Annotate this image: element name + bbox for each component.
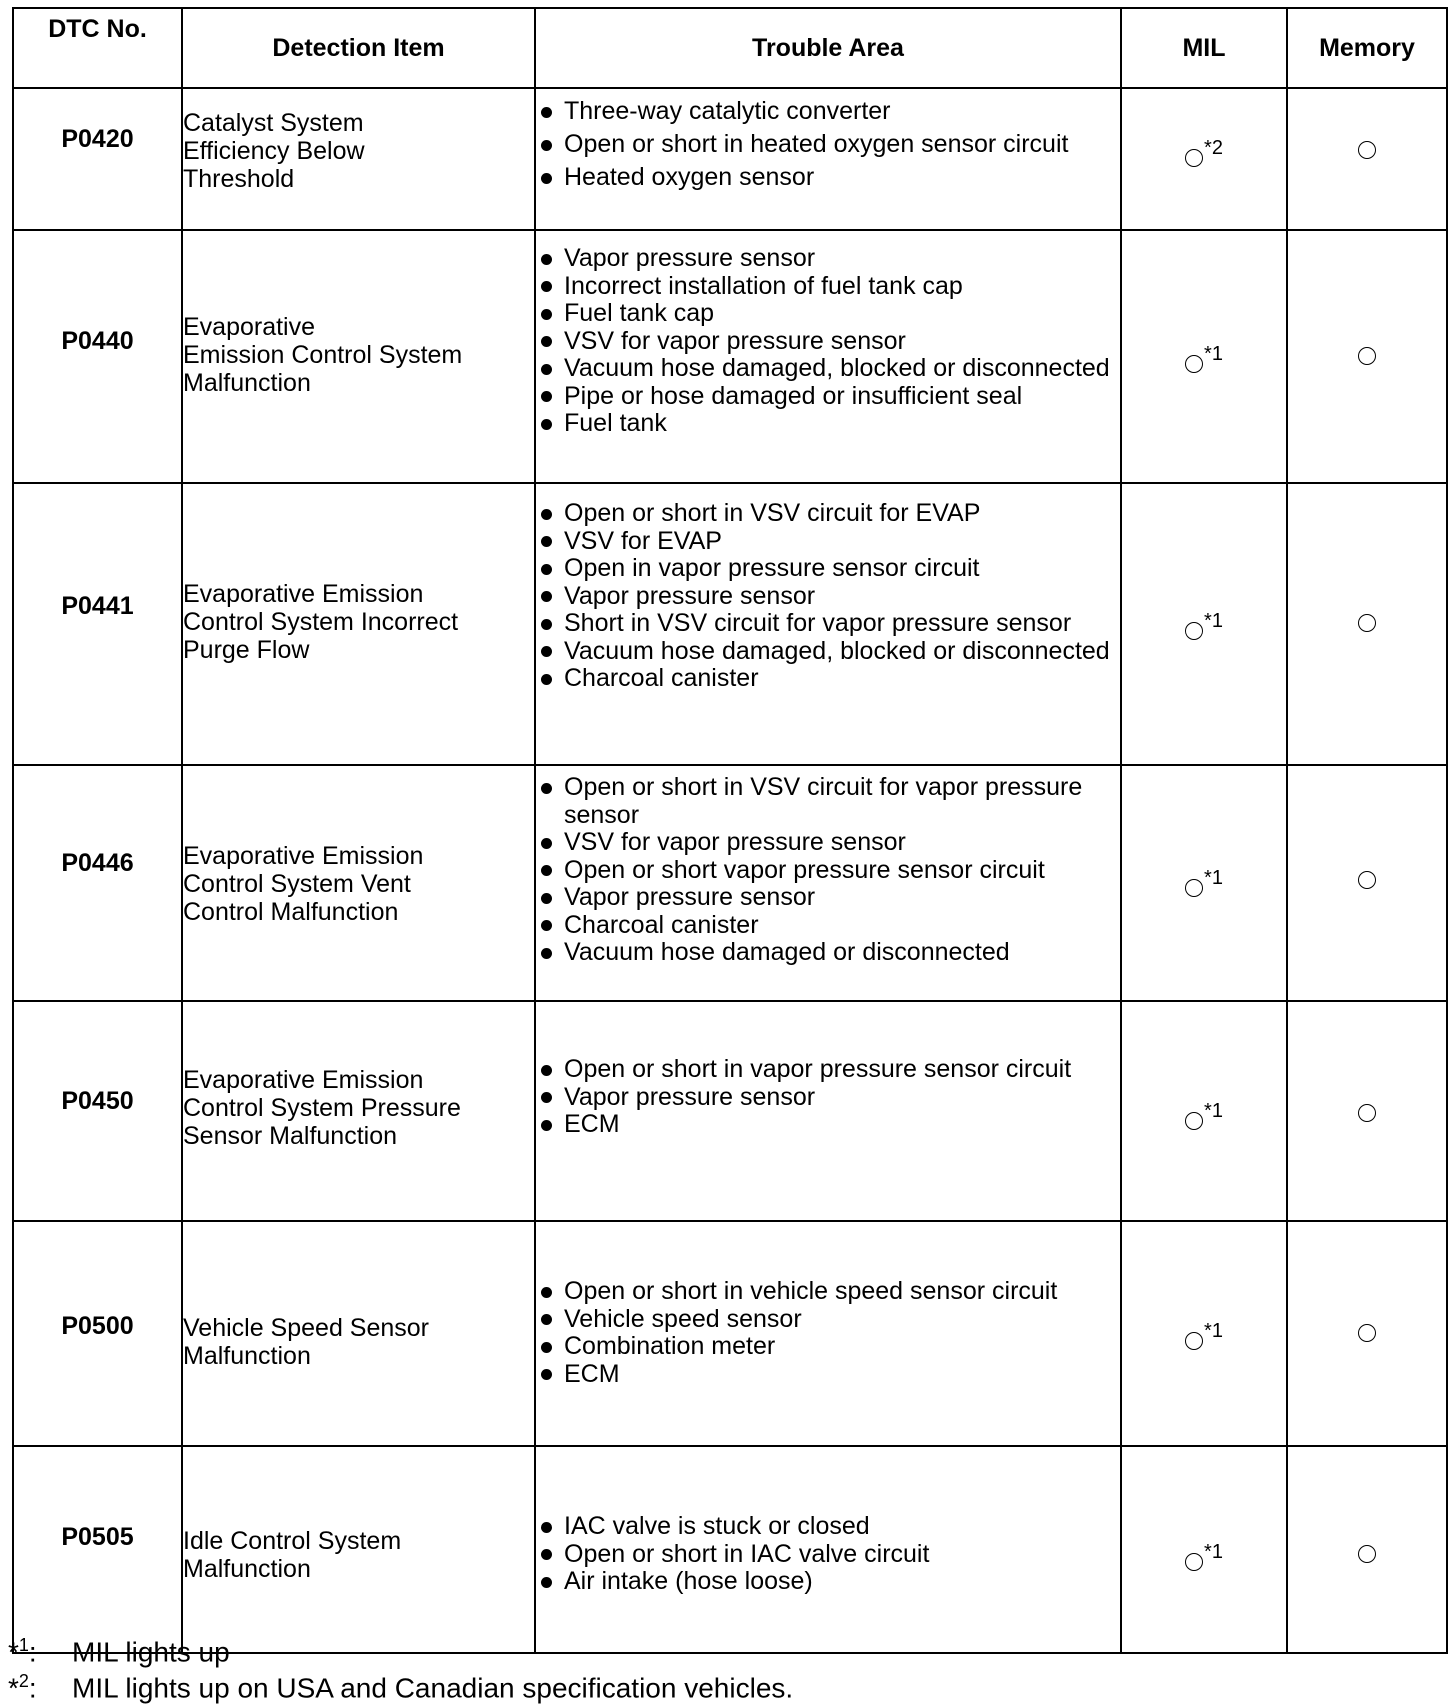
trouble-area-cell (535, 88, 1121, 230)
memory-cell (1287, 483, 1447, 765)
detection-item-cell (182, 88, 535, 230)
trouble-area-text: Vehicle speed sensor (564, 1304, 802, 1333)
trouble-area-text: Open or short in VSV circuit for vapor pressure sensor (564, 773, 1083, 829)
detection-item-line: Threshold (183, 165, 295, 193)
mil-cell (1121, 1221, 1287, 1446)
trouble-area-text: Combination meter (564, 1332, 776, 1360)
bullet-icon (541, 783, 552, 794)
dtc-code: P0505 (61, 1523, 134, 1551)
trouble-area-text: Charcoal canister (564, 664, 759, 692)
detection-item-cell (182, 483, 535, 765)
trouble-area-text: Open or short in heated oxygen sensor circuit (564, 130, 1069, 158)
memory-circle-icon (1358, 1324, 1376, 1342)
trouble-area-text: Incorrect installation of fuel tank cap (564, 271, 963, 300)
bullet-icon (541, 893, 552, 904)
memory-cell (1287, 88, 1447, 230)
trouble-area-text: Heated oxygen sensor (564, 163, 815, 191)
trouble-area-item (536, 355, 1120, 383)
trouble-area-text: Vacuum hose damaged, blocked or disconnected (564, 636, 1110, 665)
detection-item-line: Purge Flow (183, 636, 310, 664)
bullet-icon (541, 1522, 552, 1533)
trouble-area-item (536, 829, 1120, 857)
memory-cell (1287, 1446, 1447, 1653)
trouble-area-text: Open in vapor pressure sensor circuit (564, 554, 980, 582)
mil-cell (1121, 88, 1287, 230)
mil-circle-icon (1185, 1112, 1203, 1130)
trouble-area-cell (535, 1446, 1121, 1653)
header-mil: MIL (1121, 8, 1287, 88)
memory-cell (1287, 1221, 1447, 1446)
trouble-area-item (536, 1278, 1120, 1306)
footnote-2 (8, 1663, 794, 1704)
bullet-icon (541, 254, 552, 265)
memory-cell (1287, 765, 1447, 1001)
detection-item-line: Evaporative Emission (183, 580, 424, 608)
bullet-icon (541, 1092, 552, 1103)
bullet-icon (541, 509, 552, 520)
detection-item-line: Evaporative Emission (183, 1066, 424, 1094)
header-trouble-area: Trouble Area (535, 8, 1121, 88)
table-row (13, 1001, 1447, 1221)
trouble-area-item (536, 1541, 1120, 1569)
memory-circle-icon (1358, 141, 1376, 159)
trouble-area-text: Open or short in vapor pressure sensor circuit (564, 1055, 1072, 1083)
mil-cell (1121, 230, 1287, 483)
detection-item-line: Control System Vent (183, 870, 411, 898)
bullet-icon (541, 140, 552, 151)
trouble-area-item (536, 638, 1120, 666)
footnotes (8, 1627, 794, 1704)
detection-item-line: Malfunction (183, 1555, 311, 1583)
mil-footnote-ref: *2 (1204, 137, 1223, 159)
trouble-area-list (536, 1278, 1120, 1388)
trouble-area-text: Pipe or hose damaged or insufficient seal (564, 381, 1023, 410)
trouble-area-text: Open or short in IAC valve circuit (564, 1539, 930, 1568)
detection-item-line: Evaporative (183, 313, 316, 341)
footnote-1 (8, 1627, 793, 1668)
detection-item-line: Idle Control System (183, 1527, 402, 1555)
trouble-area-item (536, 383, 1120, 411)
bullet-icon (541, 1065, 552, 1076)
trouble-area-list (536, 774, 1120, 967)
trouble-area-item (536, 884, 1120, 912)
trouble-area-item (536, 857, 1120, 885)
detection-item-line: Evaporative Emission (183, 842, 424, 870)
mil-footnote-ref: *1 (1204, 867, 1223, 889)
dtc-code-cell (13, 1446, 182, 1653)
bullet-icon (541, 1342, 552, 1353)
trouble-area-cell (535, 765, 1121, 1001)
mil-cell (1121, 1001, 1287, 1221)
trouble-area-text: Open or short in VSV circuit for EVAP (564, 499, 981, 527)
footnote-text: MIL lights up on USA and Canadian specification vehicles. (72, 1672, 794, 1704)
dtc-code-cell (13, 1001, 182, 1221)
mil-footnote-ref: *1 (1204, 610, 1223, 632)
trouble-area-item (536, 1056, 1120, 1084)
bullet-icon (541, 674, 552, 685)
detection-item-cell (182, 1221, 535, 1446)
trouble-area-text: Charcoal canister (564, 910, 759, 939)
trouble-area-list (536, 245, 1120, 438)
trouble-area-item (536, 410, 1120, 438)
trouble-area-item (536, 1333, 1120, 1361)
bullet-icon (541, 336, 552, 347)
trouble-area-item (536, 1306, 1120, 1334)
trouble-area-text: Three-way catalytic converter (564, 97, 891, 125)
bullet-icon (541, 564, 552, 575)
dtc-code: P0420 (61, 125, 134, 153)
table-row (13, 88, 1447, 230)
trouble-area-text: Open or short in vehicle speed sensor circuit (564, 1277, 1058, 1305)
trouble-area-item (536, 665, 1120, 693)
bullet-icon (541, 1577, 552, 1588)
dtc-code-cell (13, 765, 182, 1001)
dtc-code-cell (13, 88, 182, 230)
header-memory: Memory (1287, 8, 1447, 88)
trouble-area-item (536, 1111, 1120, 1139)
memory-circle-icon (1358, 1104, 1376, 1122)
trouble-area-list (536, 500, 1120, 693)
trouble-area-item (536, 555, 1120, 583)
trouble-area-text: Vacuum hose damaged or disconnected (564, 938, 1010, 966)
detection-item-cell (182, 230, 535, 483)
bullet-icon (541, 591, 552, 602)
detection-item-line: Control Malfunction (183, 898, 399, 926)
detection-item-line: Vehicle Speed Sensor (183, 1314, 430, 1342)
detection-item-cell (182, 1446, 535, 1653)
mil-circle-icon (1185, 622, 1203, 640)
trouble-area-cell (535, 230, 1121, 483)
detection-item-cell (182, 1001, 535, 1221)
trouble-area-text: VSV for vapor pressure sensor (564, 326, 906, 355)
memory-circle-icon (1358, 614, 1376, 632)
trouble-area-item (536, 161, 1120, 194)
memory-circle-icon (1358, 347, 1376, 365)
detection-item-line: Malfunction (183, 1342, 311, 1370)
trouble-area-item (536, 245, 1120, 273)
trouble-area-item (536, 328, 1120, 356)
memory-circle-icon (1358, 1545, 1376, 1563)
bullet-icon (541, 281, 552, 292)
trouble-area-item (536, 500, 1120, 528)
dtc-code: P0450 (61, 1087, 134, 1115)
detection-item-line: Emission Control System (183, 341, 463, 369)
detection-item-cell (182, 765, 535, 1001)
trouble-area-text: Open or short vapor pressure sensor circuit (564, 855, 1045, 884)
trouble-area-text: VSV for vapor pressure sensor (564, 828, 906, 856)
trouble-area-list (536, 1056, 1120, 1139)
dtc-code: P0446 (61, 849, 134, 877)
trouble-area-text: IAC valve is stuck or closed (564, 1512, 870, 1540)
bullet-icon (541, 419, 552, 430)
memory-circle-icon (1358, 871, 1376, 889)
mil-circle-icon (1185, 149, 1203, 167)
dtc-code: P0441 (61, 592, 134, 620)
header-dtc-no: DTC No. (13, 8, 182, 88)
trouble-area-list (536, 95, 1120, 194)
table-row (13, 765, 1447, 1001)
bullet-icon (541, 1549, 552, 1560)
table-row (13, 1221, 1447, 1446)
table-row (13, 483, 1447, 765)
trouble-area-cell (535, 483, 1121, 765)
trouble-area-item (536, 300, 1120, 328)
trouble-area-item (536, 528, 1120, 556)
dtc-code-cell (13, 483, 182, 765)
dtc-code-cell (13, 230, 182, 483)
dtc-table (12, 7, 1448, 1654)
bullet-icon (541, 1287, 552, 1298)
trouble-area-item (536, 912, 1120, 940)
trouble-area-text: Vapor pressure sensor (564, 244, 816, 272)
trouble-area-item (536, 1513, 1120, 1541)
bullet-icon (541, 865, 552, 876)
footnote-text: MIL lights up (72, 1636, 230, 1668)
table-row (13, 230, 1447, 483)
table-body (13, 88, 1447, 1653)
bullet-icon (541, 391, 552, 402)
trouble-area-text: Air intake (hose loose) (564, 1567, 813, 1595)
trouble-area-text: Vapor pressure sensor (564, 1082, 816, 1111)
trouble-area-item (536, 1361, 1120, 1389)
bullet-icon (541, 948, 552, 959)
trouble-area-cell (535, 1221, 1121, 1446)
dtc-code: P0500 (61, 1312, 134, 1340)
bullet-icon (541, 1369, 552, 1380)
trouble-area-item (536, 610, 1120, 638)
mil-footnote-ref: *1 (1204, 1100, 1223, 1122)
trouble-area-list (536, 1513, 1120, 1596)
trouble-area-item (536, 1084, 1120, 1112)
trouble-area-text: ECM (564, 1359, 620, 1388)
detection-item-line: Catalyst System (183, 109, 364, 137)
memory-cell (1287, 1001, 1447, 1221)
bullet-icon (541, 364, 552, 375)
bullet-icon (541, 173, 552, 184)
bullet-icon (541, 309, 552, 320)
trouble-area-text: Vapor pressure sensor (564, 581, 816, 610)
mil-circle-icon (1185, 879, 1203, 897)
detection-item-line: Sensor Malfunction (183, 1122, 398, 1150)
mil-cell (1121, 1446, 1287, 1653)
trouble-area-item (536, 583, 1120, 611)
bullet-icon (541, 920, 552, 931)
trouble-area-item (536, 1568, 1120, 1596)
trouble-area-text: Vacuum hose damaged, blocked or disconnected (564, 354, 1110, 382)
mil-footnote-ref: *1 (1204, 1541, 1223, 1563)
bullet-icon (541, 646, 552, 657)
memory-cell (1287, 230, 1447, 483)
detection-item-line: Control System Pressure (183, 1094, 461, 1122)
trouble-area-text: ECM (564, 1110, 620, 1138)
detection-item-line: Control System Incorrect (183, 608, 459, 636)
mil-cell (1121, 483, 1287, 765)
mil-circle-icon (1185, 1332, 1203, 1350)
mil-footnote-ref: *1 (1204, 343, 1223, 365)
trouble-area-item (536, 774, 1120, 829)
table-row (13, 1446, 1447, 1653)
footnote-marker: *$^1$: (8, 1635, 37, 1668)
trouble-area-cell (535, 1001, 1121, 1221)
dtc-code-cell (13, 1221, 182, 1446)
trouble-area-item (536, 95, 1120, 128)
mil-circle-icon (1185, 1553, 1203, 1571)
trouble-area-item (536, 273, 1120, 301)
footnote-marker: *$^2$: (8, 1671, 37, 1704)
mil-circle-icon (1185, 355, 1203, 373)
bullet-icon (541, 619, 552, 630)
trouble-area-text: Vapor pressure sensor (564, 883, 816, 911)
detection-item-line: Malfunction (183, 369, 311, 397)
bullet-icon (541, 838, 552, 849)
trouble-area-text: VSV for EVAP (564, 526, 722, 555)
trouble-area-text: Fuel tank cap (564, 299, 715, 327)
bullet-icon (541, 1314, 552, 1325)
mil-footnote-ref: *1 (1204, 1320, 1223, 1342)
detection-item-line: Efficiency Below (183, 137, 365, 165)
bullet-icon (541, 1120, 552, 1131)
bullet-icon (541, 536, 552, 547)
trouble-area-item (536, 128, 1120, 161)
mil-cell (1121, 765, 1287, 1001)
dtc-code: P0440 (61, 327, 134, 355)
trouble-area-text: Short in VSV circuit for vapor pressure sensor (564, 609, 1072, 637)
trouble-area-text: Fuel tank (564, 409, 667, 437)
table-header-row (13, 8, 1447, 88)
trouble-area-item (536, 939, 1120, 967)
header-detection-item: Detection Item (182, 8, 535, 88)
bullet-icon (541, 107, 552, 118)
